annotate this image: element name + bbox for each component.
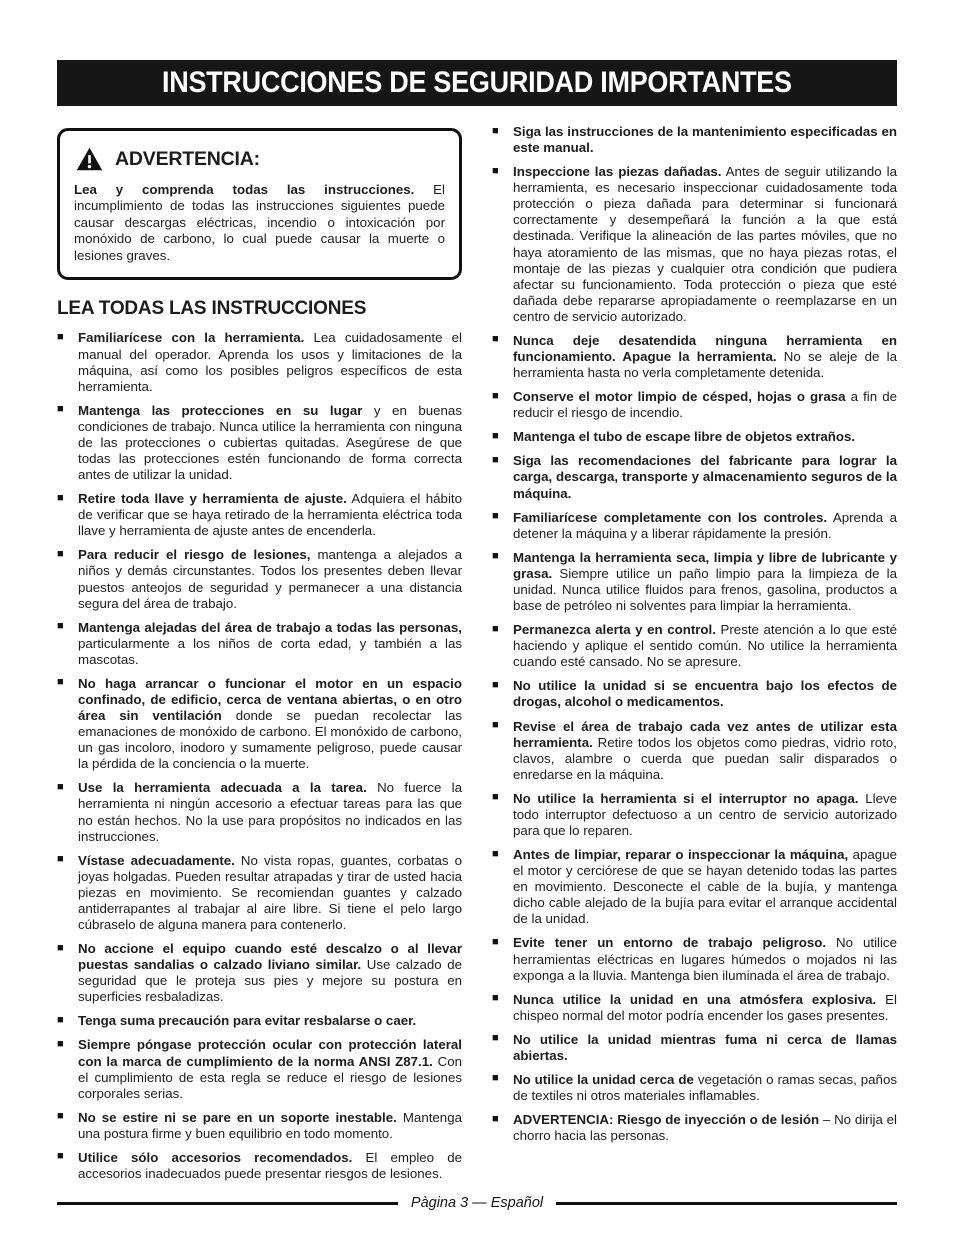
warning-body-text: El incumplimiento de todas las instrucciones siguientes puede causar descargas eléctricas, incendio o intoxicación por monóxido de carbono, lo cual puede causar la muerte o lesiones graves. — [74, 182, 445, 263]
list-item — [492, 719, 897, 783]
list-item — [57, 330, 462, 394]
list-item — [492, 1072, 897, 1104]
section-heading: LEA TODAS LAS INSTRUCCIONES — [57, 298, 367, 320]
item-lead-bold: No accione el equipo cuando esté descalzo o al llevar puestas sandalias o calzado liviano similar. — [78, 941, 462, 973]
page-title: INSTRUCCIONES DE SEGURIDAD IMPORTANTES — [162, 66, 792, 99]
footer-rule-left — [57, 1202, 398, 1205]
item-text: Lleve todo interruptor defectuoso a un centro de servicio autorizado para que lo reparen. — [513, 790, 898, 838]
item-text: Siempre utilice un paño limpio para la limpieza de la unidad. Nunca utilice fluidos para frenos, gasolina, productos a base de petróleo ni solventes para limpiar la herramienta. — [513, 565, 897, 614]
item-text: apague el motor y cerciórese de que se hayan detenido todas las partes en movimiento. Desconecte el cable de la bujía, y mantenga dicho cable alejado de la bujía para evitar el arranque accidental de la unidad. — [513, 847, 897, 927]
list-item — [492, 678, 897, 710]
item-lead-bold: Permanezca alerta y en control. — [513, 622, 716, 638]
list-item — [57, 853, 462, 933]
item-lead-bold: Siga las recomendaciones del fabricante para lograr la carga, descarga, transporte y almacenamiento seguros de la máquina. — [513, 453, 897, 501]
item-lead-bold: ADVERTENCIA: Riesgo de inyección o de lesión — [513, 1112, 820, 1128]
item-text: a fin de reducir el riesgo de incendio. — [513, 389, 898, 421]
list-item — [57, 676, 462, 772]
list-item — [492, 1112, 897, 1144]
item-lead-bold: Familiarícese con la herramienta. — [78, 330, 305, 346]
item-lead-bold: Retire toda llave y herramienta de ajuste. — [78, 491, 347, 507]
list-item — [57, 403, 462, 483]
item-text: No utilice herramientas eléctricas en lugares húmedos o mojados ni las exponga a la lluvia. Mantenga bien iluminada el área de trabajo. — [513, 935, 897, 983]
list-item — [492, 622, 897, 670]
item-text: Retire todos los objetos como piedras, vidrio roto, clavos, alambre o cuerda que puedan salir disparados o enredarse en la máquina. — [513, 734, 897, 782]
item-lead-bold: Mantenga el tubo de escape libre de objetos extraños. — [513, 429, 856, 445]
list-item — [492, 453, 897, 501]
list-item — [492, 429, 897, 445]
item-text: No se aleje de la herramienta hasta no verla completamente detenida. — [513, 349, 898, 381]
item-lead-bold: Inspeccione las piezas dañadas. — [513, 164, 722, 180]
instruction-list-left — [57, 330, 462, 1182]
item-text: vegetación o ramas secas, paños de textiles ni otros materiales inflamables. — [513, 1071, 897, 1104]
item-lead-bold: No utilice la herramienta si el interruptor no apaga. — [513, 790, 859, 806]
item-lead-bold: No haga arrancar o funcionar el motor en un espacio confinado, de edificio, cerca de ventana abiertas, o en otro área sin ventilación — [78, 675, 462, 724]
item-text: Mantenga una postura firme y buen equilibrio en todo momento. — [78, 1109, 462, 1141]
item-text: y en buenas condiciones de trabajo. Nunca utilice la herramienta con ninguna de las protecciones o cubiertas quitadas. Asegúrese de que todas las protecciones estén funcionando de forma correcta antes de utilizar la unidad. — [78, 402, 462, 483]
list-item — [492, 1032, 897, 1064]
item-lead-bold: No utilice la unidad si se encuentra bajo los efectos de drogas, alcohol o medicamentos. — [513, 678, 897, 710]
item-lead-bold: Vístase adecuadamente. — [78, 852, 235, 868]
item-lead-bold: Siempre póngase protección ocular con protección lateral con la marca de cumplimiento de la norma ANSI Z87.1. — [78, 1037, 462, 1069]
item-lead-bold: Conserve el motor limpio de césped, hojas o grasa — [513, 389, 846, 405]
item-text: El chispeo normal del motor podría encender los gases presentes. — [513, 991, 897, 1023]
list-item — [57, 1150, 462, 1182]
item-text: No fuerce la herramienta ni ningún accesorio a efectuar tareas para las que no están hechos. No la use para propósitos no indicados en las instrucciones. — [78, 780, 462, 844]
list-item — [57, 547, 462, 611]
list-item — [57, 620, 462, 668]
item-text: Preste atención a lo que esté haciendo y aplique el sentido común. No utilice la herramienta cuando esté cansado. No se apresure. — [513, 622, 897, 670]
item-lead-bold: No utilice la unidad mientras fuma ni cerca de llamas abiertas. — [513, 1031, 897, 1063]
list-item — [492, 333, 897, 381]
item-text: Aprenda a detener la máquina y a liberar rápidamente la presión. — [513, 509, 897, 541]
item-lead-bold: Tenga suma precaución para evitar resbalarse o caer. — [78, 1013, 417, 1029]
item-lead-bold: Utilice sólo accesorios recomendados. — [78, 1149, 353, 1165]
warning-body — [74, 182, 445, 264]
page-title-bar — [57, 60, 897, 106]
item-text: Adquiera el hábito de verificar que se haya retirado de la herramienta eléctrica toda llave y herramienta de ajuste antes de encenderla. — [78, 491, 462, 539]
item-lead-bold: Familiarícese completamente con los controles. — [513, 509, 828, 525]
list-item — [57, 1013, 462, 1029]
item-lead-bold: No se estire ni se pare en un soporte inestable. — [78, 1109, 397, 1125]
item-text: mantenga a alejados a niños y demás circunstantes. Todos los presentes deben llevar puestos anteojos de seguridad y permanecer a una distancia segura del área de trabajo. — [78, 547, 462, 611]
item-text: Con el cumplimiento de esta regla se reduce el riesgo de lesiones corporales serias. — [78, 1053, 462, 1101]
list-item — [57, 780, 462, 844]
item-lead-bold: Para reducir el riesgo de lesiones, — [78, 547, 311, 563]
list-item — [492, 389, 897, 421]
list-item — [57, 1110, 462, 1142]
list-item — [57, 491, 462, 539]
footer-page-label: Pàgina 3 — Español — [410, 1195, 544, 1211]
list-item — [492, 510, 897, 542]
item-lead-bold: No utilice la unidad cerca de — [513, 1071, 694, 1087]
item-lead-bold: Antes de limpiar, reparar o inspeccionar la máquina, — [513, 847, 849, 863]
list-item — [492, 164, 897, 325]
item-lead-bold: Revise el área de trabajo cada vez antes de utilizar esta herramienta. — [513, 718, 897, 750]
list-item — [57, 941, 462, 1005]
item-text: El empleo de accesorios inadecuados puede presentar riesgos de lesiones. — [78, 1149, 462, 1182]
item-lead-bold: Mantenga las protecciones en su lugar — [78, 402, 363, 418]
warning-heading: ADVERTENCIA: — [115, 147, 260, 170]
item-lead-bold: Nunca deje desatendida ninguna herramienta en funcionamiento. Apague la herramienta. — [513, 332, 897, 365]
item-lead-bold: Mantenga la herramienta seca, limpia y libre de lubricante y grasa. — [513, 549, 897, 581]
instruction-list-right — [492, 124, 897, 1144]
item-lead-bold: Use la herramienta adecuada a la tarea. — [78, 780, 367, 796]
item-text: Antes de seguir utilizando la herramienta, es necesario inspeccionar cuidadosamente toda protección o pieza dañada para determinar si funcionará correctamente y desempeñará la función a la que está destinada. Verifique la alineación de las partes móviles, que no haya atoramiento de las mismas, que no haya piezas rotas, el montaje de las piezas y cualquier otra condición que pudiera afectar su funcionamiento. Toda protección o pieza que esté dañada debe repararse apropiadamente o reemplazarse en un centro de servicio autorizado. — [513, 164, 897, 324]
list-item — [492, 550, 897, 614]
list-item — [492, 992, 897, 1024]
warning-box — [57, 128, 462, 280]
page-footer — [57, 1195, 897, 1211]
item-text: Lea cuidadosamente el manual del operador. Aprenda los usos y limitaciones de la máquina, así como los posibles peligros específicos de esta herramienta. — [78, 330, 462, 394]
two-column-layout — [57, 124, 897, 1190]
list-item — [492, 124, 897, 156]
item-text: particularmente a los niños de corta edad, y también a las mascotas. — [78, 635, 462, 667]
warning-heading-row — [76, 147, 445, 171]
item-text: donde se puedan recolectar las emanaciones de monóxido de carbono. El monóxido de carbono, un gas incoloro, inodoro y sumamente peligroso, puede causar la pérdida de la conciencia o la muerte. — [78, 708, 463, 772]
right-column — [492, 124, 897, 1190]
list-item — [492, 935, 897, 983]
item-lead-bold: Siga las instrucciones de la mantenimiento especificadas en este manual. — [513, 124, 897, 156]
item-text: Use calzado de seguridad que le proteja sus pies y mejore su postura en superficies resbaladizas. — [78, 957, 462, 1005]
left-column — [57, 124, 462, 1190]
warning-triangle-icon — [76, 147, 103, 171]
list-item — [57, 1037, 462, 1101]
item-lead-bold: Mantenga alejadas del área de trabajo a todas las personas, — [78, 619, 462, 635]
list-item — [492, 847, 897, 927]
item-lead-bold: Evite tener un entorno de trabajo peligroso. — [513, 935, 827, 951]
footer-rule-right — [556, 1202, 897, 1205]
list-item — [492, 791, 897, 839]
item-text: – No dirija el chorro hacia las personas. — [513, 1112, 897, 1144]
warning-lead-bold: Lea y comprenda todas las instrucciones. — [74, 182, 415, 197]
item-text: No vista ropas, guantes, corbatas o joyas holgadas. Pueden resultar atrapadas y tirar de usted hacia piezas en movimiento. Se recomiendan guantes y calzado antiderrapantes al trabajar al aire libre. Si tiene el pelo largo cúbraselo de alguna manera para contenerlo. — [78, 852, 463, 932]
item-lead-bold: Nunca utilice la unidad en una atmósfera explosiva. — [513, 991, 877, 1007]
